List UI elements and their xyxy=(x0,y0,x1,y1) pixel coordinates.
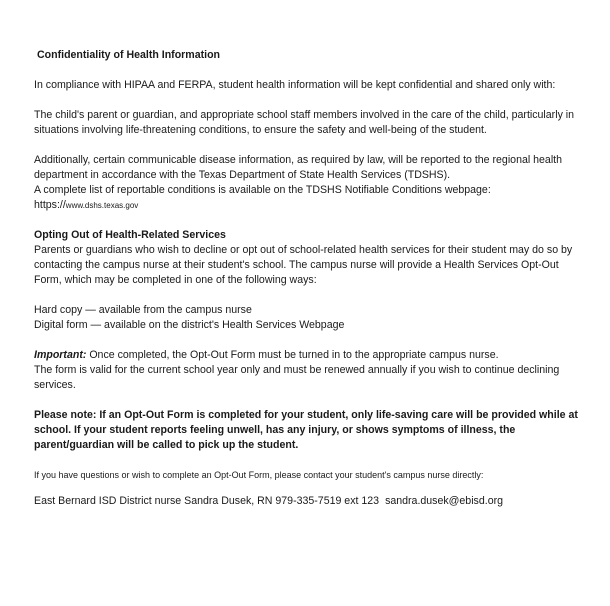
validity-text: The form is valid for the current school year only and must be renewed annually if you wish to continue declining services. xyxy=(34,364,560,391)
intro-paragraph: In compliance with HIPAA and FERPA, student health information will be kept confidential and shared only with: xyxy=(34,79,556,91)
shared-with-paragraph: The child's parent or guardian, and appropriate school staff members involved in the care of the child, particularly in situations involving life-threatening conditions, to ensure the safety and well-being of the student. xyxy=(34,109,575,136)
reporting-paragraph xyxy=(34,153,582,213)
tdshs-url-prefix: https:// xyxy=(34,199,66,211)
opt-out-way-hard-copy: Hard copy — available from the campus nurse xyxy=(34,304,252,316)
reporting-line-2: A complete list of reportable conditions is available on the TDSHS Notifiable Conditions webpage: xyxy=(34,184,491,196)
contact-details: East Bernard ISD District nurse Sandra Dusek, RN 979-335-7519 ext 123 xyxy=(34,495,380,507)
opt-out-section xyxy=(34,228,582,288)
opt-out-ways-list xyxy=(34,303,582,333)
opt-out-body: Parents or guardians who wish to decline or opt out of school-related health services for their student may do so by contacting the campus nurse at their student's school. The campus nurse will provide a Health Services Opt-Out Form, which may be completed in one of the following ways: xyxy=(34,244,573,286)
contact-line xyxy=(34,494,582,509)
tdshs-url xyxy=(34,198,582,213)
important-paragraph xyxy=(34,348,582,393)
important-text: Once completed, the Opt-Out Form must be turned in to the appropriate campus nurse. xyxy=(86,349,499,361)
contact-prompt: If you have questions or wish to complete an Opt-Out Form, please contact your student's campus nurse directly: xyxy=(34,470,484,480)
please-note-paragraph: Please note: If an Opt-Out Form is completed for your student, only life-saving care will be provided while at school. If your student reports feeling unwell, has any injury, or shows symptoms of illness, the parent/guardian will be called to pick up the student. xyxy=(34,409,578,451)
tdshs-url-domain: www.dshs.texas.gov xyxy=(65,201,139,210)
opt-out-heading: Opting Out of Health-Related Services xyxy=(34,229,226,241)
document-title: Confidentiality of Health Information xyxy=(37,49,221,61)
reporting-line-1: Additionally, certain communicable disease information, as required by law, will be reported to the regional health department in accordance with the Texas Department of State Health Services (TDSHS). xyxy=(34,154,563,181)
document-body xyxy=(34,48,582,524)
opt-out-way-digital: Digital form — available on the district's Health Services Webpage xyxy=(34,319,345,331)
contact-email: sandra.dusek@ebisd.org xyxy=(385,495,504,507)
important-label: Important: xyxy=(34,349,87,361)
